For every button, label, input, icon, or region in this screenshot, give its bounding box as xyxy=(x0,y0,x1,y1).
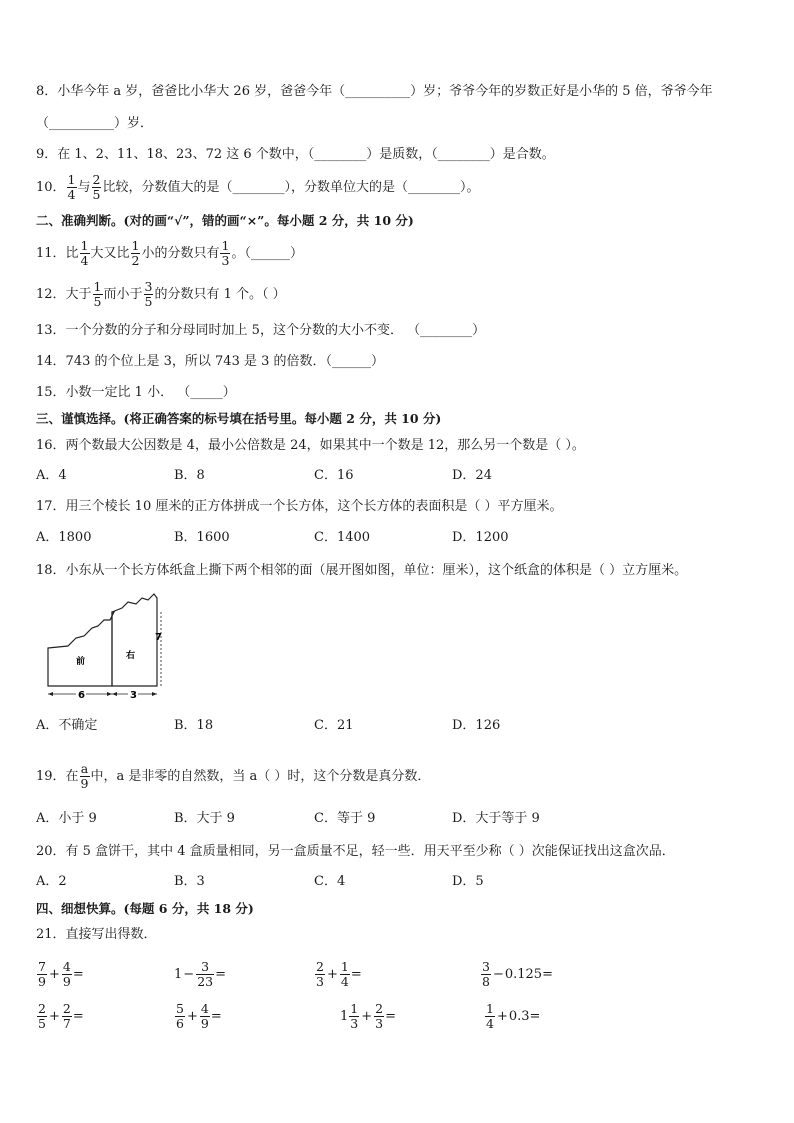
calc-item: $\frac{7}{9}$ + $\frac{4}{9}$ = xyxy=(38,959,84,989)
front-face xyxy=(48,612,114,686)
question-21: 21．直接写出得数． xyxy=(36,927,157,942)
option-a: A．2 xyxy=(36,874,67,889)
fraction: $\frac{1}{2}$ xyxy=(131,238,140,268)
fraction: $\frac{3}{5}$ xyxy=(144,279,153,309)
question-12-suffix: 的分数只有 1 个。（ ） xyxy=(154,287,286,302)
option-d: D．5 xyxy=(452,874,484,889)
question-10-mid: 与 xyxy=(77,180,91,195)
option-c: C．等于 9 xyxy=(314,811,376,826)
section-2-heading: 二、准确判断。(对的画“√”，错的画“×”。每小题 2 分，共 10 分) xyxy=(36,213,414,228)
question-11-suffix: 。（______） xyxy=(231,246,303,261)
question-13: 13．一个分数的分子和分母同时加上 5，这个分数的大小不变． （________） xyxy=(36,323,486,338)
question-12 xyxy=(36,280,286,309)
arrow-right-icon xyxy=(152,692,157,696)
height-label: 7 xyxy=(155,632,162,643)
option-b: B．3 xyxy=(174,874,205,889)
question-12-prefix: 12．大于 xyxy=(36,287,92,302)
question-19 xyxy=(36,762,430,791)
question-16: 16．两个数最大公因数是 4，最小公倍数是 24，如果其中一个数是 12，那么另一个数是（ ）。 xyxy=(36,438,585,453)
question-9: 9．在 1、2、11、18、23、72 这 6 个数中，（________）是质数，（________）是合数。 xyxy=(36,147,555,162)
question-8-line-1: 8．小华今年 a 岁，爸爸比小华大 26 岁，爸爸今年（__________）岁；爷爷今年的岁数正好是小华的 5 倍，爷爷今年 xyxy=(36,84,713,99)
question-11-prefix: 11．比 xyxy=(36,246,79,261)
arrow-left-icon xyxy=(48,692,53,696)
calc-item: 1− $\frac{3}{23}$ = xyxy=(174,959,226,989)
option-a: A．4 xyxy=(36,468,67,483)
question-11 xyxy=(36,239,303,268)
option-d: D．1200 xyxy=(452,530,509,545)
option-c: C．1400 xyxy=(314,530,371,545)
arrow-left-icon xyxy=(112,692,117,696)
section-3-heading: 三、谨慎选择。(将正确答案的标号填在括号里。每小题 2 分，共 10 分) xyxy=(36,411,442,426)
option-c: C．4 xyxy=(314,874,346,889)
option-d: D．大于等于 9 xyxy=(452,811,540,826)
question-8-line-2: （__________）岁． xyxy=(36,116,154,131)
section-4-heading: 四、细想快算。(每题 6 分，共 18 分) xyxy=(36,901,254,916)
question-14: 14．743 的个位上是 3，所以 743 是 3 的倍数．（______） xyxy=(36,354,385,369)
question-15: 15．小数一定比 1 小． （_____） xyxy=(36,385,236,400)
option-a: A．小于 9 xyxy=(36,811,97,826)
question-11-mid-1: 大又比 xyxy=(90,246,130,261)
fraction: $\frac{a}{9}$ xyxy=(80,761,89,791)
calc-item: 1 $\frac{1}{3}$ + $\frac{2}{3}$ = xyxy=(340,1001,396,1031)
question-10-suffix: 比较，分数值大的是（________），分数单位大的是（________）。 xyxy=(102,180,480,195)
arrow-right-icon xyxy=(107,692,112,696)
question-11-mid-2: 小的分数只有 xyxy=(141,246,220,261)
option-b: B．1600 xyxy=(174,530,230,545)
option-d: D．24 xyxy=(452,468,492,483)
fraction: $\frac{1}{4}$ xyxy=(67,172,76,202)
fraction: $\frac{1}{3}$ xyxy=(221,238,230,268)
option-b: B．大于 9 xyxy=(174,811,235,826)
question-12-mid: 而小于 xyxy=(103,287,143,302)
option-a: A．1800 xyxy=(36,530,92,545)
width-label-1: 6 xyxy=(78,690,85,701)
question-17: 17．用三个棱长 10 厘米的正方体拼成一个长方体，这个长方体的表面积是（ ）平方厘米。 xyxy=(36,499,563,514)
width-label-2: 3 xyxy=(130,690,137,701)
option-b: B．18 xyxy=(174,718,214,733)
calc-item: $\frac{2}{3}$ + $\frac{1}{4}$ = xyxy=(316,959,362,989)
question-19-prefix: 19．在 xyxy=(36,769,79,784)
question-10-prefix: 10． xyxy=(36,180,66,195)
option-a: A．不确定 xyxy=(36,718,98,733)
box-net-figure xyxy=(40,590,170,702)
calc-item: $\frac{2}{5}$ + $\frac{2}{7}$ = xyxy=(38,1001,84,1031)
question-10 xyxy=(36,173,479,202)
option-d: D．126 xyxy=(452,718,501,733)
question-19-suffix: 中，a 是非零的自然数，当 a（ ）时，这个分数是真分数． xyxy=(90,769,431,784)
fraction: $\frac{2}{5}$ xyxy=(92,172,101,202)
option-c: C．16 xyxy=(314,468,354,483)
calc-item: $\frac{5}{6}$ + $\frac{4}{9}$ = xyxy=(176,1001,222,1031)
question-18: 18．小东从一个长方体纸盒上撕下两个相邻的面（展开图如图，单位：厘米），这个纸盒的体积是（ ）立方厘米。 xyxy=(36,563,688,578)
option-c: C．21 xyxy=(314,718,354,733)
option-b: B．8 xyxy=(174,468,205,483)
calc-item: $\frac{3}{8}$ −0.125= xyxy=(482,959,553,989)
calc-item: $\frac{1}{4}$ +0.3= xyxy=(486,1001,541,1031)
fraction: $\frac{1}{5}$ xyxy=(93,279,102,309)
right-face xyxy=(112,594,157,686)
fraction: $\frac{1}{4}$ xyxy=(80,238,89,268)
front-label: 前 xyxy=(76,657,86,667)
right-label: 右 xyxy=(126,651,136,661)
question-20: 20．有 5 盒饼干，其中 4 盒质量相同，另一盒质量不足，轻一些．用天平至少称（ ）次能保证找出这盒次品． xyxy=(36,844,675,859)
